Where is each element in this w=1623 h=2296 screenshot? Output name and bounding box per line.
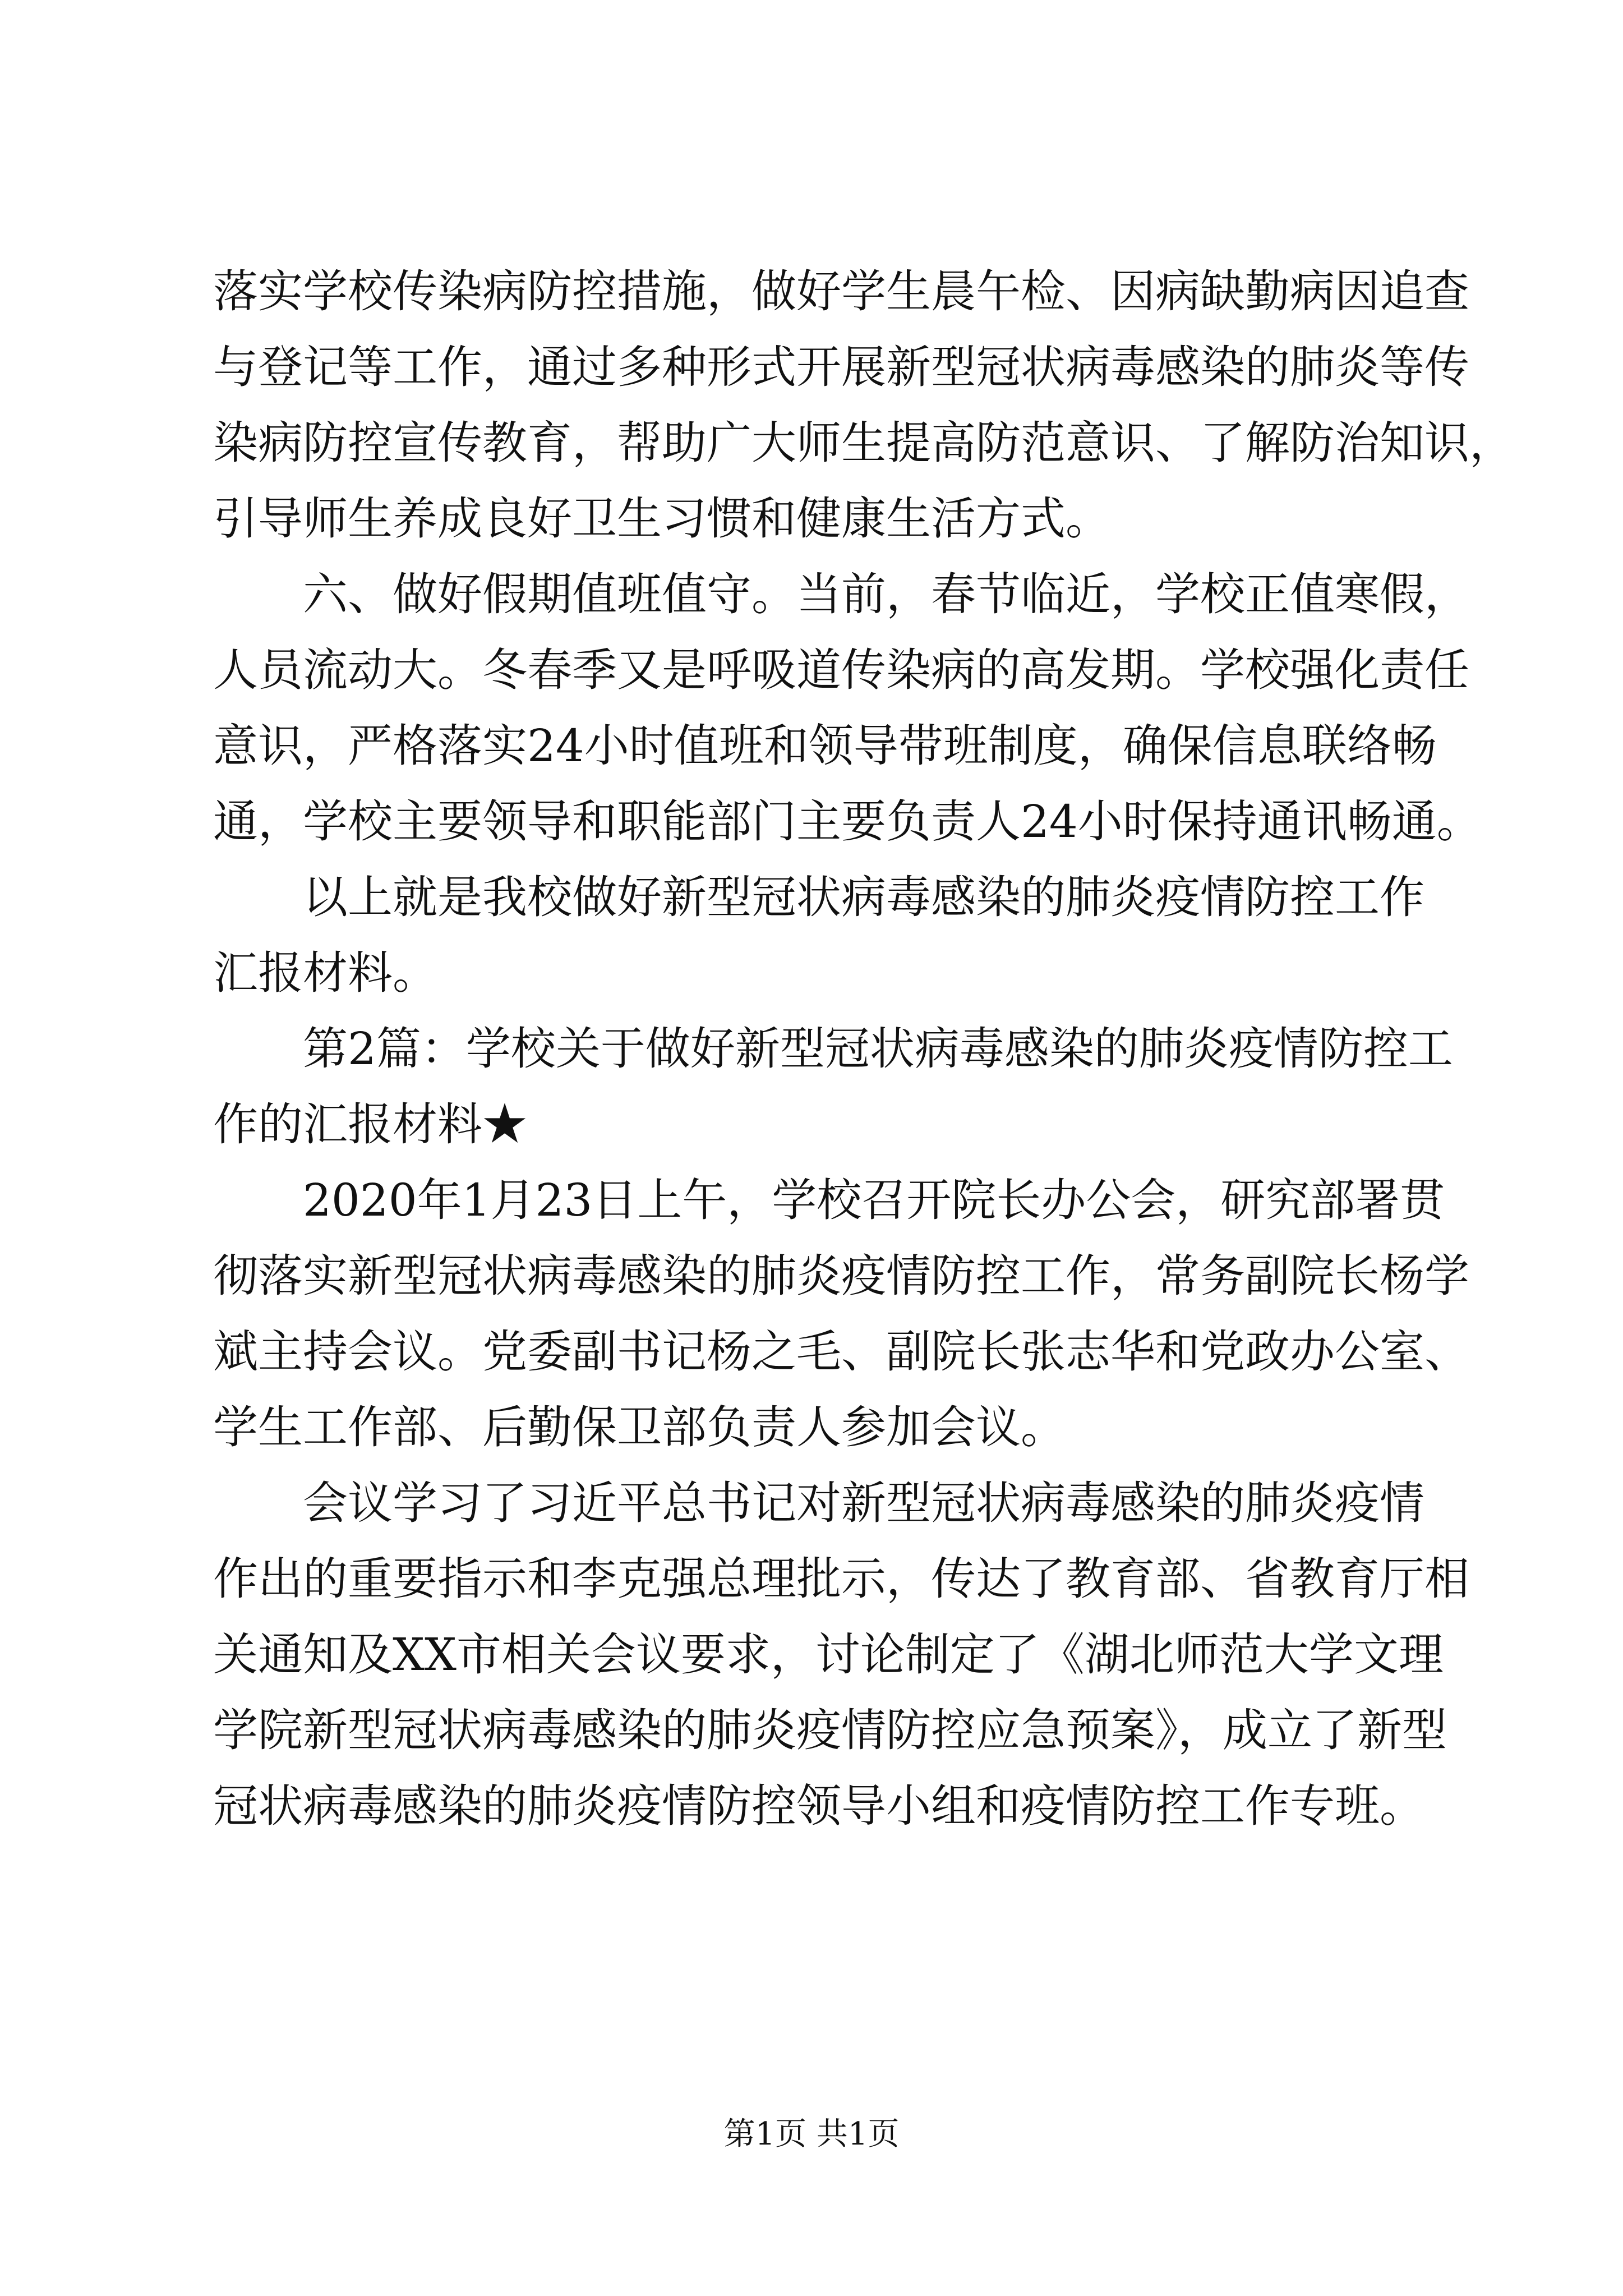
body-text-line: 汇报材料。 <box>213 947 437 999</box>
body-text-line: 学院新型冠状病毒感染的肺炎疫情防控应急预案》，成立了新型 <box>213 1704 1447 1756</box>
body-text-line: 冠状病毒感染的肺炎疫情防控领导小组和疫情防控工作专班。 <box>213 1780 1424 1832</box>
body-text-line: 斌主持会议。党委副书记杨之毛、副院长张志华和党政办公室、 <box>213 1326 1469 1378</box>
body-text-line: 人员流动大。冬春季又是呼吸道传染病的高发期。学校强化责任 <box>213 644 1469 696</box>
body-text-line: 染病防控宣传教育，帮助广大师生提高防范意识、了解防治知识， <box>213 417 1514 469</box>
body-text-line: 与登记等工作，通过多种形式开展新型冠状病毒感染的肺炎等传 <box>213 341 1469 393</box>
body-text-line: 彻落实新型冠状病毒感染的肺炎疫情防控工作，常务副院长杨学 <box>213 1250 1469 1302</box>
body-text-line: 学生工作部、后勤保卫部负责人参加会议。 <box>213 1401 1066 1453</box>
paragraph-start-line: 六、做好假期值班值守。当前，春节临近，学校正值寒假， <box>303 568 1469 620</box>
body-text-line: 通，学校主要领导和职能部门主要负责人24小时保持通讯畅通。 <box>213 795 1482 848</box>
body-text-line: 关通知及XX市相关会议要求，讨论制定了《湖北师范大学文理 <box>213 1628 1444 1681</box>
paragraph-start-line: 会议学习了习近平总书记对新型冠状病毒感染的肺炎疫情 <box>303 1477 1424 1529</box>
paragraph-start-line: 以上就是我校做好新型冠状病毒感染的肺炎疫情防控工作 <box>303 871 1424 923</box>
section-heading-line: 作的汇报材料★ <box>213 1098 527 1151</box>
body-text-line: 作出的重要指示和李克强总理批示，传达了教育部、省教育厅相 <box>213 1553 1469 1605</box>
body-text-line: 意识，严格落实24小时值班和领导带班制度，确保信息联络畅 <box>213 720 1437 772</box>
page-footer: 第1页 共1页 <box>723 2116 900 2152</box>
section-heading-line: 第2篇：学校关于做好新型冠状病毒感染的肺炎疫情防控工 <box>303 1023 1453 1075</box>
body-text-line: 引导师生养成良好卫生习惯和健康生活方式。 <box>213 493 1110 545</box>
paragraph-start-line: 2020年1月23日上午，学校召开院长办公会，研究部署贯 <box>303 1174 1445 1226</box>
body-text-line: 落实学校传染病防控措施，做好学生晨午检、因病缺勤病因追查 <box>213 265 1469 318</box>
